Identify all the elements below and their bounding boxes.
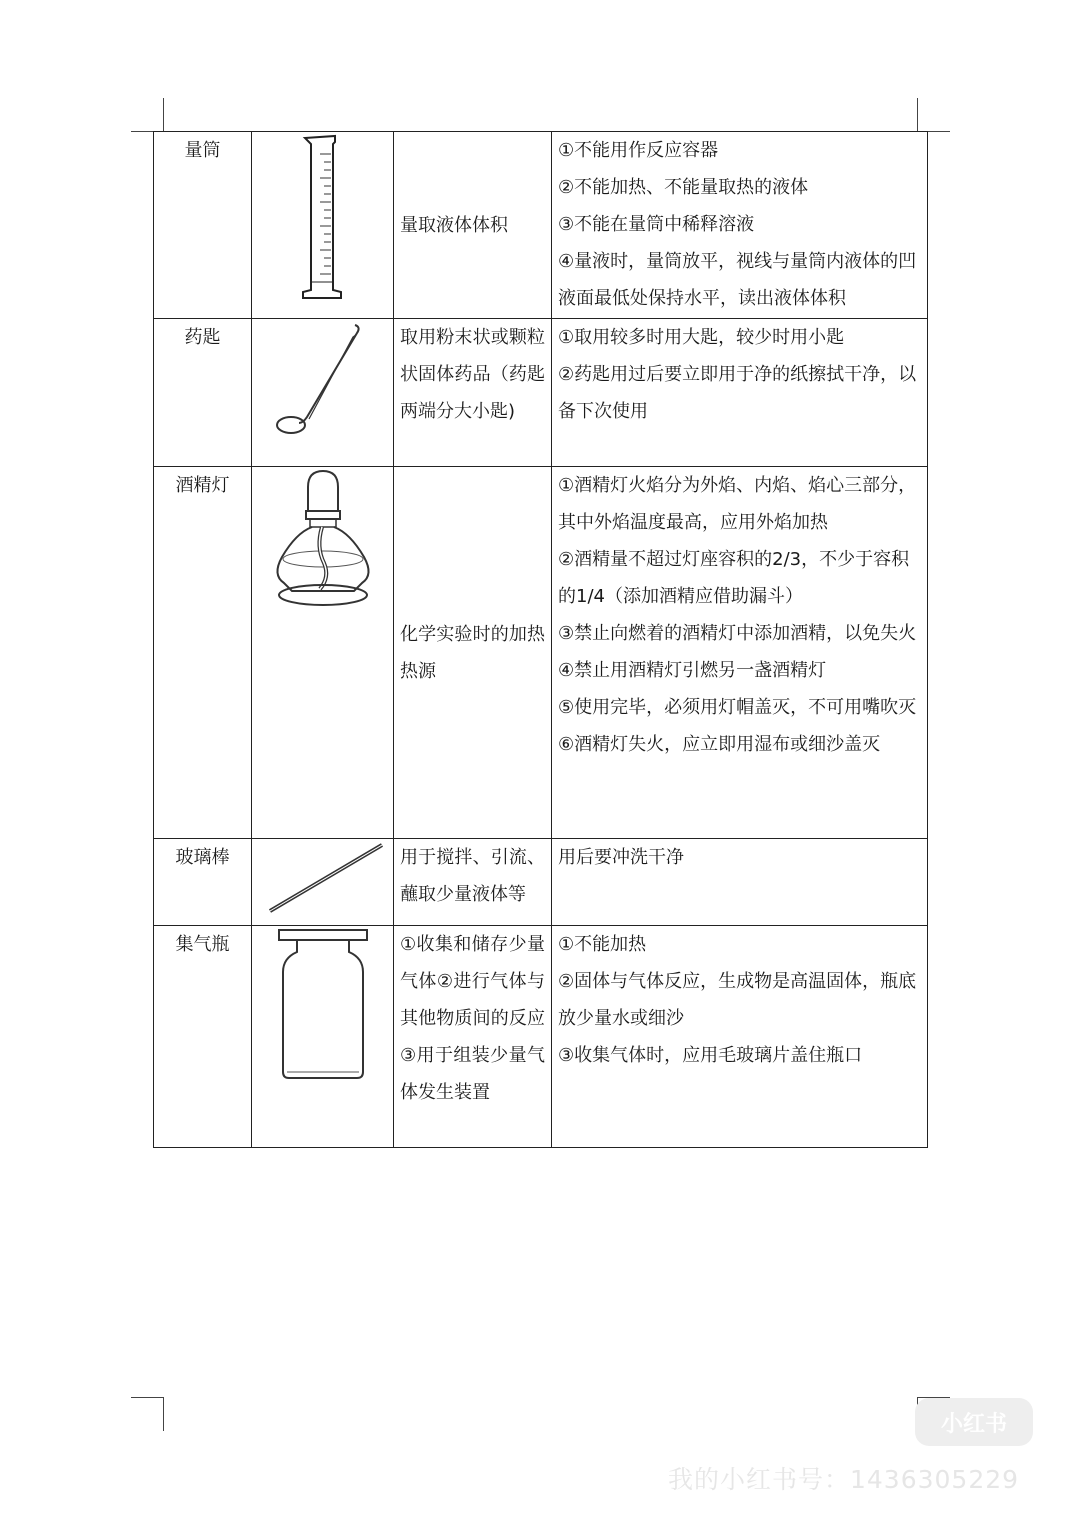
note-item: ③不能在量筒中稀释溶液	[558, 214, 755, 235]
equipment-image	[252, 132, 394, 319]
medicine-spoon-icon	[273, 319, 373, 439]
equipment-image	[252, 467, 394, 839]
equipment-image	[252, 839, 394, 926]
use-text: 化学实验时的加热热源	[400, 623, 545, 682]
equipment-name: 药匙	[154, 319, 252, 467]
equipment-image	[252, 319, 394, 467]
equipment-name: 玻璃棒	[154, 839, 252, 926]
equipment-name: 酒精灯	[154, 467, 252, 839]
use-text: 取用粉末状或颗粒状固体药品（药匙两端分大小匙)	[400, 327, 545, 422]
note-item: ③禁止向燃着的酒精灯中添加酒精，以免失火	[558, 623, 917, 644]
glass-rod-icon	[258, 839, 388, 919]
note-item: ②固体与气体反应，生成物是高温固体，瓶底放少量水或细沙	[558, 971, 917, 1029]
lab-equipment-table	[153, 131, 928, 1148]
crop-mark-top-right-v	[917, 98, 918, 132]
equipment-notes	[552, 467, 928, 839]
equipment-name: 量筒	[154, 132, 252, 319]
table-row	[154, 319, 928, 467]
equipment-use	[394, 839, 552, 926]
note-item: ⑥酒精灯失火，应立即用湿布或细沙盖灭	[558, 734, 881, 755]
note-item: ②不能加热、不能量取热的液体	[558, 177, 809, 198]
equipment-name: 集气瓶	[154, 926, 252, 1148]
crop-mark-bottom-left-h	[131, 1397, 164, 1398]
crop-mark-top-left-v	[163, 98, 164, 132]
watermark-account: 我的小红书号：1436305229	[668, 1465, 1020, 1494]
use-text: 量取液体体积	[400, 214, 508, 236]
alcohol-lamp-icon	[268, 467, 378, 617]
graduated-cylinder-icon	[293, 132, 353, 302]
table-row	[154, 132, 928, 319]
equipment-use	[394, 319, 552, 467]
note-item: ②酒精量不超过灯座容积的2/3，不少于容积的1/4（添加酒精应借助漏斗）	[558, 549, 910, 607]
note-item: ④量液时，量筒放平，视线与量筒内液体的凹液面最低处保持水平，读出液体体积	[558, 251, 917, 309]
note-item: ①取用较多时用大匙，较少时用小匙	[558, 327, 845, 348]
table-row	[154, 839, 928, 926]
equipment-use	[394, 467, 552, 839]
gas-collecting-bottle-icon	[273, 926, 373, 1086]
use-text: ①收集和储存少量气体②进行气体与其他物质间的反应③用于组装少量气体发生装置	[400, 934, 545, 1103]
note-item: ①不能加热	[558, 934, 647, 955]
note-item: ①不能用作反应容器	[558, 140, 719, 161]
equipment-notes	[552, 839, 928, 926]
equipment-use	[394, 926, 552, 1148]
crop-mark-bottom-left-v	[163, 1397, 164, 1431]
note-item: ③收集气体时，应用毛玻璃片盖住瓶口	[558, 1045, 863, 1066]
equipment-notes	[552, 926, 928, 1148]
table-row	[154, 467, 928, 839]
equipment-use	[394, 132, 552, 319]
use-text: 用于搅拌、引流、蘸取少量液体等	[400, 847, 545, 905]
watermark-logo: 小红书	[915, 1398, 1033, 1446]
equipment-notes	[552, 319, 928, 467]
equipment-notes	[552, 132, 928, 319]
note-item: ⑤使用完毕，必须用灯帽盖灭，不可用嘴吹灭	[558, 697, 917, 718]
note-item: ④禁止用酒精灯引燃另一盏酒精灯	[558, 660, 827, 681]
equipment-image	[252, 926, 394, 1148]
note-item: ①酒精灯火焰分为外焰、内焰、焰心三部分，其中外焰温度最高，应用外焰加热	[558, 475, 917, 533]
table-row	[154, 926, 928, 1148]
note-item: 用后要冲洗干净	[558, 847, 684, 868]
note-item: ②药匙用过后要立即用于净的纸擦拭干净，以备下次使用	[558, 364, 917, 422]
